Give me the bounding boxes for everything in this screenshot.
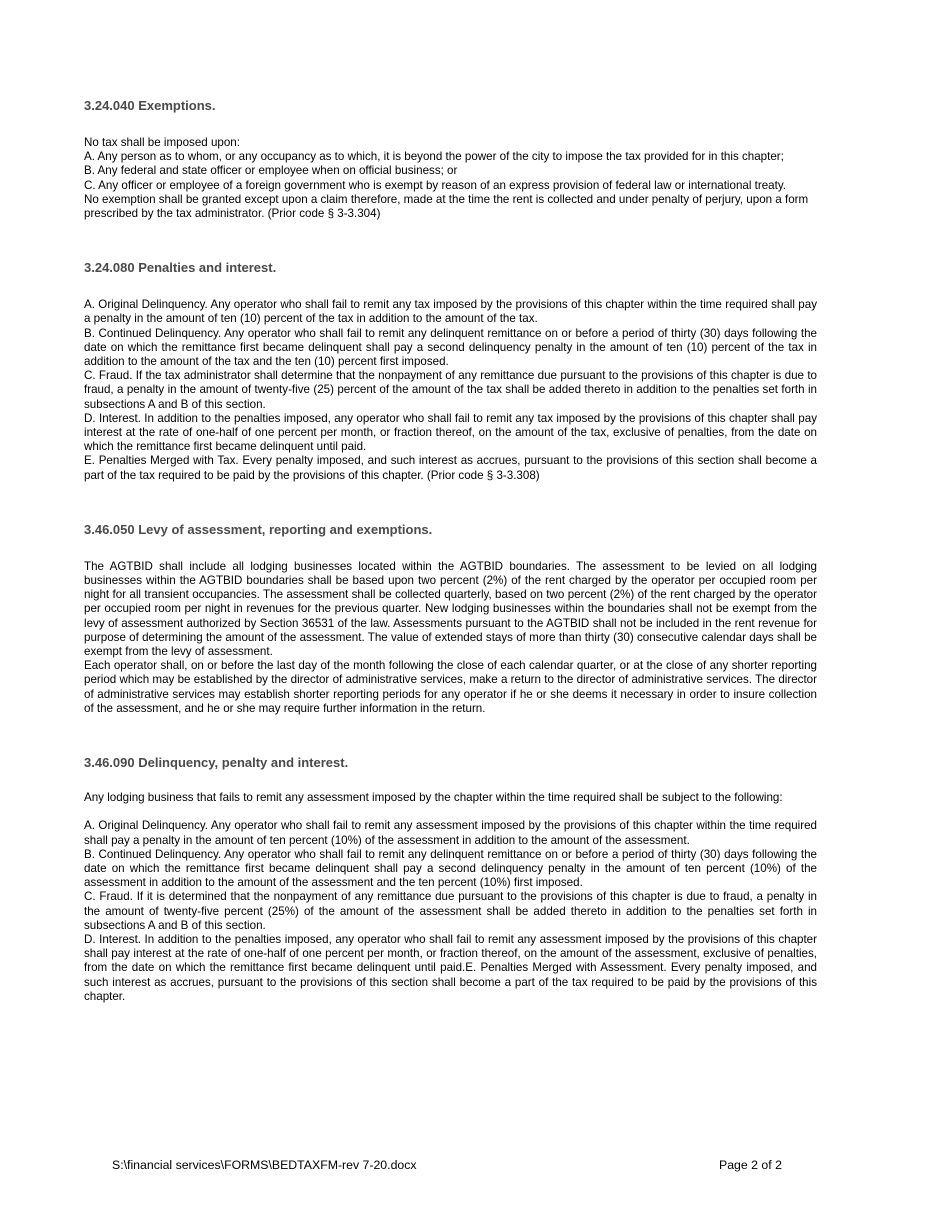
paragraph: B. Continued Delinquency. Any operator who shall fail to remit any delinquent remittance on or before a period of thirty (30) days following the date on which the remittance first became delinquent shall pay a second delinquency penalty in the amount of ten (10) percent of the tax in addition to the amount of the tax and the ten (10) percent first imposed. <box>84 326 817 369</box>
paragraph: No tax shall be imposed upon: <box>84 136 240 149</box>
paragraph: A. Original Delinquency. Any operator who shall fail to remit any tax imposed by the provisions of this chapter within the time required shall pay a penalty in the amount of ten (10) percent of the tax in addition to the amount of the tax. <box>84 298 817 326</box>
footer-page-number: Page 2 of 2 <box>719 1158 782 1172</box>
section-title: 3.46.090 Delinquency, penalty and interest. <box>84 755 349 771</box>
document-body <box>84 97 817 1004</box>
section-title: 3.46.050 Levy of assessment, reporting and exemptions. <box>84 521 433 537</box>
section-penalties-and-interest <box>84 259 817 483</box>
paragraph: The AGTBID shall include all lodging businesses located within the AGTBID boundaries. The assessment to be levied on all lodging businesses within the AGTBID boundaries shall be based upon two percent (2%) of the rent charged by the operator per occupied room per night for all transient occupancies. The assessment shall be collected quarterly, based on two percent (2%) of the rent charged by the operator per occupied room per night in revenues for the previous quarter. New lodging businesses within the boundaries shall not be exempt from the levy of assessment authorized by Section 36531 of the law. Assessments pursuant to the AGTBID shall not be included in the rent revenue for purpose of determining the amount of the assessment. The value of extended stays of more than thirty (30) consecutive calendar days shall be exempt from the levy of assessment. <box>84 559 817 659</box>
paragraph: D. Interest. In addition to the penalties imposed, any operator who shall fail to remit any assessment imposed by the provisions of this chapter shall pay interest at the rate of one-half of one percent per month, or fraction thereof, on the amount of the assessment, exclusive of penalties, from the date on which the remittance first became delinquent until paid.E. Penalties Merged with Assessment. Every penalty imposed, and such interest as accrues, pursuant to the provisions of this section shall become a part of the tax required to be paid by the provisions of this chapter. <box>84 932 817 1003</box>
paragraph: C. Fraud. If the tax administrator shall determine that the nonpayment of any remittance due pursuant to the provisions of this chapter is due to fraud, a penalty in the amount of twenty-five (25) percent of the amount of the tax shall be added thereto in addition to the penalties set forth in subsections A and B of this section. <box>84 369 817 411</box>
section-title: 3.24.080 Penalties and interest. <box>84 260 277 276</box>
paragraph: B. Continued Delinquency. Any operator who shall fail to remit any delinquent remittance on or before a period of thirty (30) days following the date on which the remittance first became delinquent shall pay a second delinquency penalty in the amount of ten percent (10%) of the assessment in addition to the amount of the assessment and the ten percent (10%) first imposed. <box>84 847 817 890</box>
paragraph: A. Any person as to whom, or any occupancy as to which, it is beyond the power of the city to impose the tax provided for in this chapter; <box>84 150 784 164</box>
paragraph: D. Interest. In addition to the penalties imposed, any operator who shall fail to remit any tax imposed by the provisions of this chapter shall pay interest at the rate of one-half of one percent per month, or fraction thereof, on the amount of the tax, exclusive of penalties, from the date on which the remittance first became delinquent until paid. <box>84 411 817 454</box>
section-exemptions <box>84 97 817 221</box>
footer-file-path: S:\financial services\FORMS\BEDTAXFM-rev 7-20.docx <box>112 1158 417 1172</box>
paragraph: Each operator shall, on or before the last day of the month following the close of each calendar quarter, or at the close of any shorter reporting period which may be established by the director of administrative services, make a return to the director of administrative services. The director of administrative services may establish shorter reporting periods for any operator if he or she deems it necessary in order to insure collection of the assessment, and he or she may require further information in the return. <box>84 659 817 715</box>
section-title: 3.24.040 Exemptions. <box>84 98 216 113</box>
paragraph: No exemption shall be granted except upon a claim therefore, made at the time the rent is collected and under penalty of perjury, upon a form prescribed by the tax administrator. (Prior code § 3-3.304) <box>84 192 809 221</box>
section-delinquency-penalty-interest <box>84 754 817 1004</box>
section-levy-of-assessment <box>84 521 817 716</box>
paragraph: C. Any officer or employee of a foreign government who is exempt by reason of an express provision of federal law or international treaty. <box>84 178 787 192</box>
paragraph: E. Penalties Merged with Tax. Every penalty imposed, and such interest as accrues, pursuant to the provisions of this section shall become a part of the tax required to be paid by the provisions of this chapter. (Prior code § 3-3.308) <box>84 454 817 482</box>
paragraph-intro: Any lodging business that fails to remit any assessment imposed by the chapter within the time required shall be subject to the following: <box>84 791 783 805</box>
paragraph: A. Original Delinquency. Any operator who shall fail to remit any assessment imposed by the provisions of this chapter within the time required shall pay a penalty in the amount of ten percent (10%) of the assessment in addition to the amount of the assessment. <box>84 819 817 847</box>
paragraph: B. Any federal and state officer or employee when on official business; or <box>84 164 458 178</box>
paragraph: C. Fraud. If it is determined that the nonpayment of any remittance due pursuant to the provisions of this chapter is due to fraud, a penalty in the amount of twenty-five percent (25%) of the amount of the assessment shall be added thereto in addition to the penalties set forth in subsections A and B of this section. <box>84 890 817 932</box>
